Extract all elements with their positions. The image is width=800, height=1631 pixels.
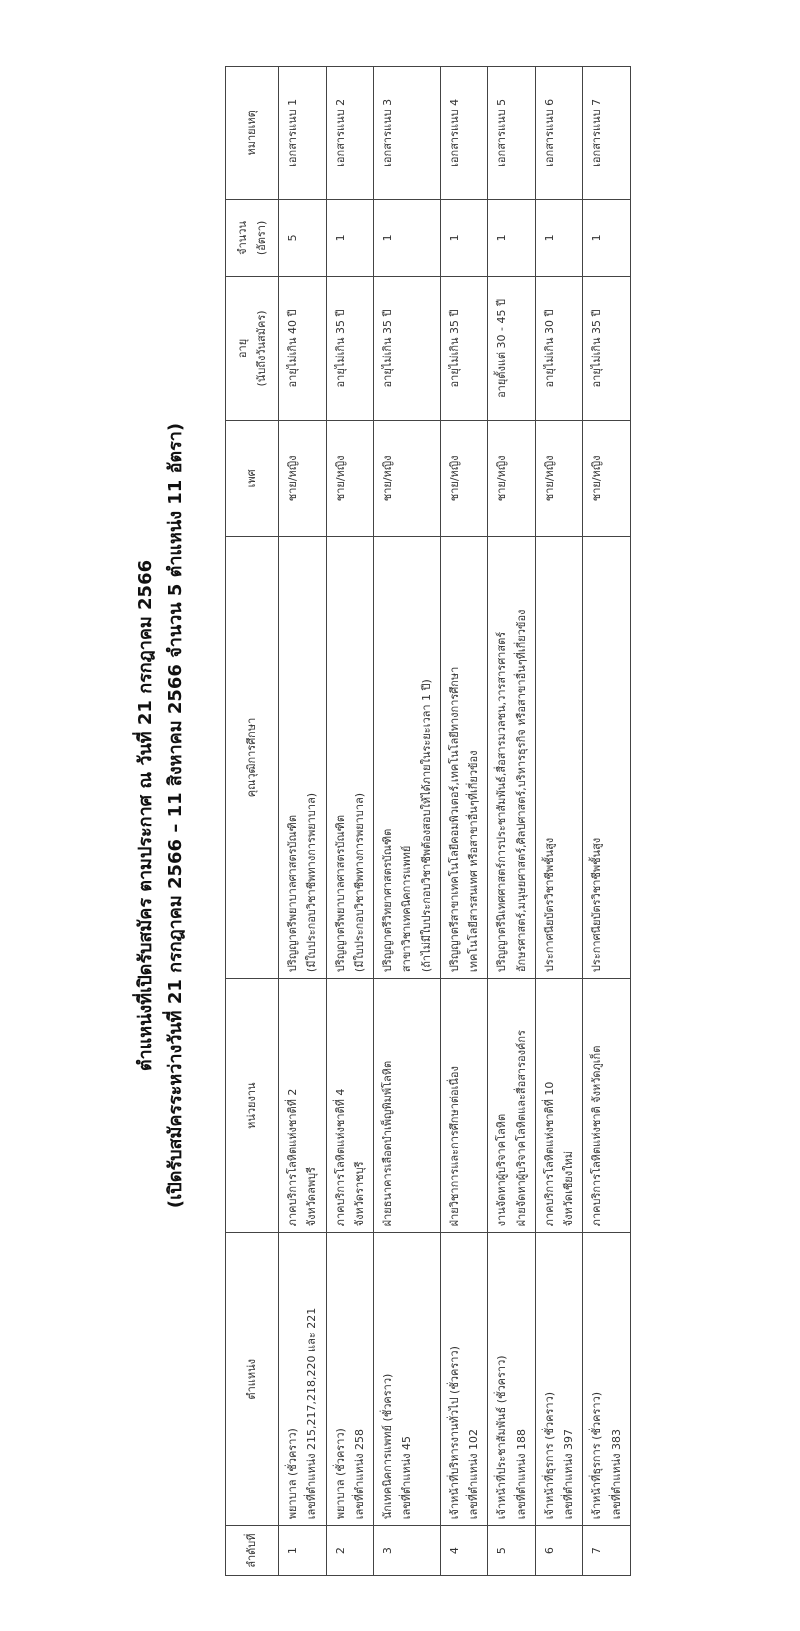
positions-table — [225, 66, 631, 1576]
table-row — [535, 67, 583, 1576]
cell-no: 4 — [440, 1526, 488, 1576]
cell-qualification-line: เทคโนโลยีสารสนเทศ หรือสาขาอื่นๆที่เกี่ยวข้อง — [467, 750, 480, 973]
cell-qualification — [279, 536, 327, 978]
cell-qualification-line: ปริญญาตรีพยาบาลศาสตรบัณฑิต — [286, 815, 299, 973]
cell-unit-line: จังหวัดเชียงใหม่ — [562, 1151, 575, 1227]
cell-qualification — [535, 536, 583, 978]
table-row — [583, 67, 631, 1576]
cell-unit-line: ภาคบริการโลหิตแห่งชาติที่ 2 — [286, 1088, 299, 1227]
cell-unit — [535, 979, 583, 1233]
header-age — [226, 277, 279, 421]
cell-qualification-line: อักษรศาสตร์,มนุษยศาสตร์,ศิลปศาสตร์,บริหารธุรกิจ หรือสาขาอื่นๆที่เกี่ยวข้อง — [514, 609, 528, 973]
header-remark: หมายเหตุ — [226, 67, 279, 200]
cell-unit-line: จังหวัดราชบุรี — [352, 1161, 366, 1227]
cell-age: อายุไม่เกิน 35 ปี — [374, 277, 441, 421]
cell-qualification — [583, 536, 631, 978]
cell-remark: เอกสารแนบ 4 — [440, 67, 488, 200]
cell-position-line: พยาบาล (ชั่วคราว) — [333, 1428, 347, 1520]
cell-remark: เอกสารแนบ 5 — [488, 67, 536, 200]
cell-gender: ชาย/หญิง — [535, 420, 583, 536]
header-unit: หน่วยงาน — [226, 979, 279, 1233]
cell-unit-line: ฝ่ายจัดหาผู้บริจาคโลหิตและสื่อสารองค์กร — [514, 1030, 528, 1227]
cell-unit — [488, 979, 536, 1233]
cell-position — [488, 1233, 536, 1526]
cell-unit-line: ภาคบริการโลหิตแห่งชาติ จังหวัดภูเก็ต — [590, 1045, 604, 1227]
header-gender: เพศ — [226, 420, 279, 536]
header-qualification: คุณวุฒิการศึกษา — [226, 536, 279, 978]
cell-position — [279, 1233, 327, 1526]
table-body — [279, 67, 631, 1576]
cell-unit — [326, 979, 374, 1233]
cell-position-line: เจ้าหน้าที่ธุรการ (ชั่วคราว) — [590, 1391, 604, 1520]
cell-position-line: เลขที่ตำแหน่ง 102 — [467, 1428, 480, 1520]
cell-position-line: เจ้าหน้าที่บริหารงานทั่วไป (ชั่วคราว) — [447, 1346, 461, 1520]
cell-position-line: เลขที่ตำแหน่ง 188 — [514, 1428, 528, 1520]
header-count — [226, 199, 279, 276]
cell-remark: เอกสารแนบ 1 — [279, 67, 327, 200]
cell-no: 1 — [279, 1526, 327, 1576]
cell-position-line: เลขที่ตำแหน่ง 383 — [609, 1428, 623, 1520]
cell-qualification — [488, 536, 536, 978]
cell-count: 1 — [535, 199, 583, 276]
cell-unit — [279, 979, 327, 1233]
cell-position-line: เลขที่ตำแหน่ง 215,217,218,220 และ 221 — [305, 1307, 319, 1520]
cell-position-line: เจ้าหน้าที่ประชาสัมพันธ์ (ชั่วคราว) — [495, 1355, 509, 1520]
cell-position — [583, 1233, 631, 1526]
cell-remark: เอกสารแนบ 2 — [326, 67, 374, 200]
cell-qualification-line: (ถ้าไม่มีใบประกอบวิชาชีพต้องสอบให้ได้ภายในระยะเวลา 1 ปี) — [419, 679, 433, 973]
header-age-label: อายุ — [235, 338, 249, 359]
cell-no: 2 — [326, 1526, 374, 1576]
cell-count: 1 — [583, 199, 631, 276]
cell-position — [440, 1233, 488, 1526]
table-row — [374, 67, 441, 1576]
cell-position-line: เลขที่ตำแหน่ง 45 — [400, 1435, 414, 1520]
cell-gender: ชาย/หญิง — [583, 420, 631, 536]
document-subtitle: (เปิดรับสมัครระหว่างวันที่ 21 กรกฎาคม 2566 – 11 สิงหาคม 2566 จำนวน 5 ตำแหน่ง 11 อัตรา) — [165, 422, 186, 1209]
cell-age: อายุไม่เกิน 40 ปี — [279, 277, 327, 421]
cell-qualification-line: ปริญญาตรีพยาบาลศาสตรบัณฑิต — [333, 815, 347, 973]
cell-qualification-line: ปริญญาตรีนิเทศศาสตร์การประชาสัมพันธ์,สื่อสารมวลชน,วารสารศาสตร์ — [495, 631, 509, 973]
cell-qualification-line: สาขาวิชาเทคนิคการแพทย์ — [400, 845, 414, 973]
cell-qualification-line: ประกาศนียบัตรวิชาชีพชั้นสูง — [542, 837, 556, 973]
cell-no: 3 — [374, 1526, 441, 1576]
cell-qualification-line: ปริญญาตรีวิทยาศาสตรบัณฑิต — [381, 828, 394, 973]
header-count-label: จำนวน — [235, 221, 249, 255]
cell-remark: เอกสารแนบ 7 — [583, 67, 631, 200]
cell-unit-line: จังหวัดลพบุรี — [305, 1167, 319, 1227]
cell-position-line: เจ้าหน้าที่ธุรการ (ชั่วคราว) — [542, 1391, 556, 1520]
cell-position-line: พยาบาล (ชั่วคราว) — [286, 1428, 299, 1520]
cell-unit-line: ภาคบริการโลหิตแห่งชาติที่ 10 — [542, 1081, 556, 1227]
cell-position-line: เลขที่ตำแหน่ง 397 — [562, 1428, 575, 1520]
table-row — [488, 67, 536, 1576]
cell-count: 1 — [374, 199, 441, 276]
cell-age: อายุไม่เกิน 35 ปี — [326, 277, 374, 421]
cell-no: 6 — [535, 1526, 583, 1576]
cell-unit — [583, 979, 631, 1233]
cell-age: อายุไม่เกิน 30 ปี — [535, 277, 583, 421]
cell-unit-line: ฝ่ายวิชาการและการศึกษาต่อเนื่อง — [447, 1066, 461, 1227]
cell-qualification-line: ปริญญาตรีสาขาเทคโนโลยีคอมพิวเตอร์,เทคโนโลยีทางการศึกษา — [447, 666, 461, 973]
table-row — [440, 67, 488, 1576]
header-position: ตำแหน่ง — [226, 1233, 279, 1526]
table-header-row — [226, 67, 279, 1576]
header-no: ลำดับที่ — [226, 1526, 279, 1576]
cell-qualification — [326, 536, 374, 978]
cell-gender: ชาย/หญิง — [326, 420, 374, 536]
table-row — [279, 67, 327, 1576]
cell-position-line: นักเทคนิคการแพทย์ (ชั่วคราว) — [381, 1373, 394, 1520]
cell-count: 1 — [440, 199, 488, 276]
cell-count: 1 — [326, 199, 374, 276]
header-age-note: (นับถึงวันสมัคร) — [255, 310, 268, 387]
cell-position-line: เลขที่ตำแหน่ง 258 — [352, 1428, 366, 1520]
cell-age: อายุตั้งแต่ 30 - 45 ปี — [488, 277, 536, 421]
cell-unit-line: ภาคบริการโลหิตแห่งชาติที่ 4 — [333, 1088, 347, 1227]
cell-qualification — [374, 536, 441, 978]
cell-remark: เอกสารแนบ 6 — [535, 67, 583, 200]
cell-no: 5 — [488, 1526, 536, 1576]
cell-count: 1 — [488, 199, 536, 276]
document-title: ตำแหน่งที่เปิดรับสมัคร ตามประกาศ ณ วันที่ 21 กรกฎาคม 2566 — [135, 559, 156, 1072]
cell-position — [326, 1233, 374, 1526]
table-row — [326, 67, 374, 1576]
cell-gender: ชาย/หญิง — [279, 420, 327, 536]
cell-unit-line: งานจัดหาผู้บริจาคโลหิต — [495, 1113, 509, 1227]
cell-qualification-line: ประกาศนียบัตรวิชาชีพชั้นสูง — [590, 837, 604, 973]
cell-qualification-line: (มีใบประกอบวิชาชีพทางการพยาบาล) — [305, 792, 319, 973]
cell-position — [535, 1233, 583, 1526]
cell-count: 5 — [279, 199, 327, 276]
cell-no: 7 — [583, 1526, 631, 1576]
cell-qualification-line: (มีใบประกอบวิชาชีพทางการพยาบาล) — [352, 792, 366, 973]
cell-remark: เอกสารแนบ 3 — [374, 67, 441, 200]
cell-gender: ชาย/หญิง — [440, 420, 488, 536]
cell-gender: ชาย/หญิง — [488, 420, 536, 536]
cell-unit-line: ฝ่ายธนาคารเลือดบำเพ็ญพิมพ์โลหิต — [381, 1060, 394, 1227]
cell-position — [374, 1233, 441, 1526]
cell-gender: ชาย/หญิง — [374, 420, 441, 536]
header-count-note: (อัตรา) — [255, 220, 268, 256]
cell-qualification — [440, 536, 488, 978]
cell-age: อายุไม่เกิน 35 ปี — [583, 277, 631, 421]
cell-unit — [440, 979, 488, 1233]
cell-age: อายุไม่เกิน 35 ปี — [440, 277, 488, 421]
cell-unit — [374, 979, 441, 1233]
